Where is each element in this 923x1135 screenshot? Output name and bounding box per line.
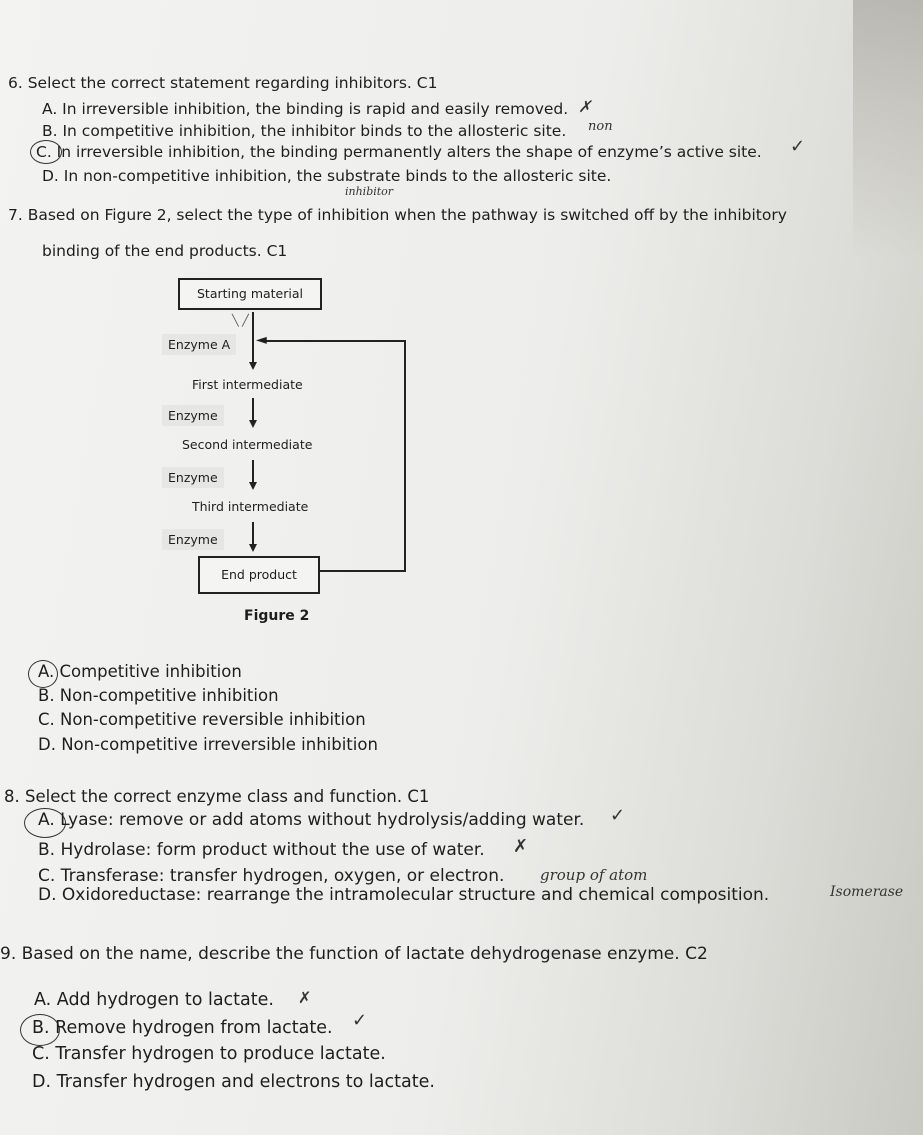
q9-stem: 9. Based on the name, describe the function of lactate dehydrogenase enzyme. C2 [0,944,708,964]
q6-note-d: inhibitor [345,185,394,198]
q8-option-b[interactable]: B. Hydrolase: form product without the use of water. [38,840,485,860]
arrow-down-icon [249,544,257,552]
q7-stem-line1: 7. Based on Figure 2, select the type of inhibition when the pathway is switched off by the inhibitory [8,206,787,224]
q8-note-d: Isomerase [830,884,904,900]
pathway-arrow-3 [252,522,254,546]
q9-option-a[interactable]: A. Add hydrogen to lactate. [34,990,274,1010]
starting-material-box: Starting material [178,278,322,310]
q7-option-c[interactable]: C. Non-competitive reversible inhibition [38,710,366,729]
enzyme-a-label: Enzyme A [162,334,236,355]
q7-stem-line2: binding of the end products. C1 [42,242,288,260]
cross-mark-icon: ✗ [578,97,592,116]
q6-option-d[interactable]: D. In non-competitive inhibition, the substrate binds to the allosteric site. [42,167,612,185]
q6-option-b[interactable]: B. In competitive inhibition, the inhibitor binds to the allosteric site. [42,122,567,140]
page-edge-shadow [853,0,923,260]
feedback-line-bottom [318,570,406,572]
enzyme-3-label: Enzyme [162,529,224,550]
end-product-box: End product [198,556,320,594]
third-intermediate: Third intermediate [192,499,309,514]
q8-note-c: group of atom [540,866,648,884]
pathway-arrow-1 [252,398,254,422]
q9-option-d[interactable]: D. Transfer hydrogen and electrons to lactate. [32,1072,435,1092]
q6-stem: 6. Select the correct statement regarding inhibitors. C1 [8,74,438,92]
cross-mark-icon: ✗ [298,988,312,1007]
feedback-line-top [262,340,406,342]
q8-stem: 8. Select the correct enzyme class and function. C1 [4,787,430,806]
enzyme-2-label: Enzyme [162,467,224,488]
check-mark-icon: ✓ [790,136,806,157]
q7-option-d[interactable]: D. Non-competitive irreversible inhibition [38,735,378,754]
q8-option-c[interactable]: C. Transferase: transfer hydrogen, oxygen, or electron. [38,866,505,886]
pathway-arrow-2 [252,460,254,484]
first-intermediate: First intermediate [192,377,303,392]
q9-option-c[interactable]: C. Transfer hydrogen to produce lactate. [32,1044,386,1064]
figure-caption: Figure 2 [244,608,310,624]
enzyme-1-label: Enzyme [162,405,224,426]
q7-option-b[interactable]: B. Non-competitive inhibition [38,686,279,705]
pathway-arrow-a [252,312,254,364]
check-mark-icon: ✓ [610,805,626,826]
q6-option-c[interactable]: C. In irreversible inhibition, the binding permanently alters the shape of enzyme’s active site. [36,143,762,161]
q6-option-a[interactable]: A. In irreversible inhibition, the binding is rapid and easily removed. [42,100,569,118]
check-mark-icon: ✓ [352,1010,368,1031]
cross-mark-icon: ✗ [513,836,529,857]
arrow-down-icon [249,482,257,490]
second-intermediate: Second intermediate [182,437,313,452]
block-mark-icon: ╲ ╱ [232,314,249,327]
arrow-down-icon [249,362,257,370]
q6-note-b: non [588,119,613,134]
feedback-line-right [404,340,406,572]
q8-option-a[interactable]: A. Lyase: remove or add atoms without hydrolysis/adding water. [38,810,585,830]
q8-option-d[interactable]: D. Oxidoreductase: rearrange the intramolecular structure and chemical composition. [38,885,770,905]
q7-option-a[interactable]: A. Competitive inhibition [38,662,242,681]
arrow-down-icon [249,420,257,428]
arrow-left-icon: ◄ [256,332,267,348]
q9-option-b[interactable]: B. Remove hydrogen from lactate. [32,1018,333,1038]
